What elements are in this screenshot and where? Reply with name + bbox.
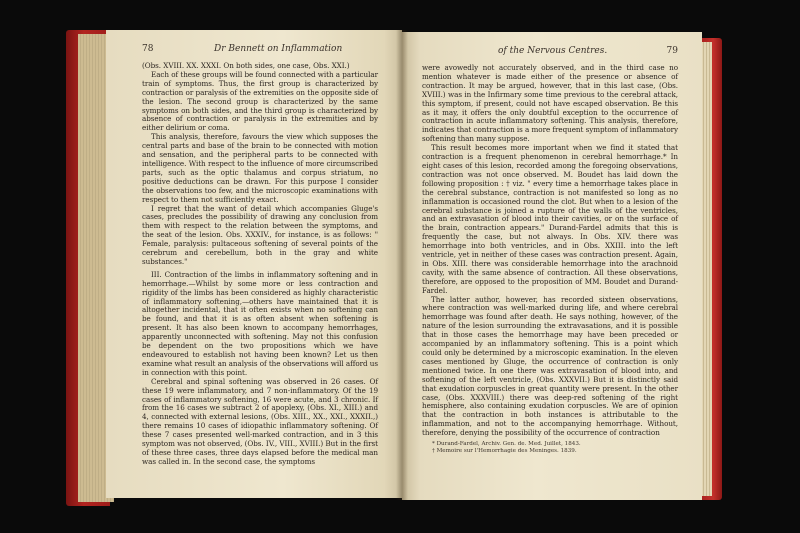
- paragraph: This analysis, therefore, favours the view which supposes the central parts and base of the brain to be connected with motion and sensation, and the peripheral parts to be connected with intelligence. With respect to the influence of more circumscribed parts, such as the optic thalamus and corpus striatum, no positive deductions can be drawn. For this purpose I consider the observations too few, and the microscopic examinations with respect to them not sufficiently exact.: [142, 132, 378, 204]
- left-page-body: [142, 62, 378, 467]
- footnote: * Durand-Fardel, Archiv. Gen. de. Med. Juillet, 1843.: [432, 441, 581, 448]
- open-book: [66, 22, 722, 512]
- paragraph: The latter author, however, has recorded sixteen observations, where contraction was well-marked during life, and where cerebral hemorrhage was found after death. He says nothing, however, of the nature of the lesion surrounding the extravasations, and it is possible that in those cases the hemorrhage may have been preceded or accompanied by an inflammatory softening. This is a point which could only be determined by a microscopic examination. In the eleven cases mentioned by Gluge, the occurrence of contraction is only mentioned twice. In one there was extravasation of blood into, and softening of the left ventricle, (Obs. XXXVII.) But it is distinctly said that exudation corpuscles in great quantity were present. In the other case, (Obs. XXXVIII.) there was deep-red softening of the right hemisphere, also containing exudation corpuscles. We are of opinion that the contraction in both instances is attributable to the inflammation, and not to the accompanying hemorrhage. Without, therefore, denying the possibility of the occurrence of contraction: [422, 294, 678, 438]
- left-page: [106, 30, 402, 498]
- right-page-body: [422, 64, 678, 438]
- book-gutter: [396, 30, 408, 500]
- paragraph: (Obs. XVIII. XX. XXXI. On both sides, one case, Obs. XXI.): [142, 61, 350, 70]
- running-head-left: Dr Bennett on Inflammation: [214, 44, 343, 54]
- section-paragraph: III. Contraction of the limbs in inflammatory softening and in hemorrhage.—Whilst by some more or less contraction and rigidity of the limbs has been considered as highly characteristic of inflammatory softening,—others have maintained that it is altogether incidental, that it often exists when no softening can be found, and that it is as often absent when softening is present. It has also been known to accompany hemorrhages, apparently unconnected with softening. May not this confusion be dependent on the two propositions which we have endeavoured to establish not having been known? Let us then examine what result an analysis of the observations will afford us in connection with this point.: [142, 269, 379, 377]
- left-page-header: [142, 44, 380, 60]
- paragraph: This result becomes more important when we find it stated that contraction is a frequent phenomenon in cerebral hemorrhage.* In eight cases of this lesion, recorded among the foregoing observations, contraction was not once observed. M. Boudet has laid down the following proposition : † viz. " every time a hemorrhage takes place in the cerebral substance, contraction is not manifested so long as no inflammation is occasioned round the clot. But when to a lesion of the cerebral substance is joined a rupture of the walls of the ventricles, and an extravasation of blood into their cavities, or on the surface of the brain, contraction appears." Durand-Fardel admits that this is frequently the case, but not always. In Obs. XIV. there was hemorrhage into both ventricles, and in Obs. XXIII. into the left ventricle, yet in neither of these cases was contraction present. Again, in Obs. XIII. there was considerable hemorrhage into the arachnoid cavity, with the same absence of contraction. All these observations, therefore, are opposed to the proposition of MM. Boudet and Durand-Fardel.: [422, 143, 678, 295]
- paragraph: Cerebral and spinal softening was observed in 26 cases. Of these 19 were inflammatory, and 7 non-inflammatory. Of the 19 cases of inflammatory softening, 16 were acute, and 3 chronic. If from the 16 cases we subtract 2 of apoplexy, (Obs. XI., XIII.) and 4, connected with external lesions, (Obs. XIII., XX., XXI., XXXII.,) there remains 10 cases of idiopathic inflammatory softening. Of these 7 cases presented well-marked contraction, and in 3 this symptom was not observed, (Obs. IV., VIII., XVIII.) But in the first of these three cases, three days elapsed before the medical man was called in. In the second case, the symptoms: [142, 376, 378, 466]
- paragraph: Each of these groups will be found connected with a particular train of symptoms. Thus, the first group is characterized by contraction or paralysis of the extremities on the opposite side of the lesion. The second group is characterized by the same symptoms on both sides, and the third group is characterized by absence of contraction or paralysis in the extremities and by either delirium or coma.: [142, 69, 378, 133]
- paragraph: were avowedly not accurately observed, and in the third case no mention whatever is made either of the presence or absence of contraction. It may be argued, however, that in this last case, (Obs. XVIII.) was in the Infirmary some time previous to the cerebral attack, this symptom, if present, could not have escaped observation. Be this as it may, it offers the only doubtful exception to the occurrence of contraction in acute inflammatory softening. This analysis, therefore, indicates that contraction is a more frequent symptom of inflammatory softening than many suppose.: [422, 63, 678, 144]
- running-head-right: of the Nervous Centres.: [498, 46, 608, 56]
- page-number-right: 79: [666, 46, 678, 56]
- page-number-left: 78: [142, 44, 154, 54]
- right-page: [402, 32, 702, 500]
- paragraph: I regret that the want of detail which accompanies Gluge's cases, precludes the possibility of drawing any conclusion from them with respect to the relation between the symptoms, and the seat of the lesion. Obs. XXXIV., for instance, is as follows: " Female, paralysis: pultaceous softening of several points of the cerebrum and cerebellum, both in the gray and white substances.": [142, 203, 378, 266]
- right-page-header: [420, 46, 678, 62]
- footnotes: [432, 441, 678, 455]
- footnote: † Memoire sur l'Hemorrhagie des Meninges. 1839.: [432, 448, 577, 455]
